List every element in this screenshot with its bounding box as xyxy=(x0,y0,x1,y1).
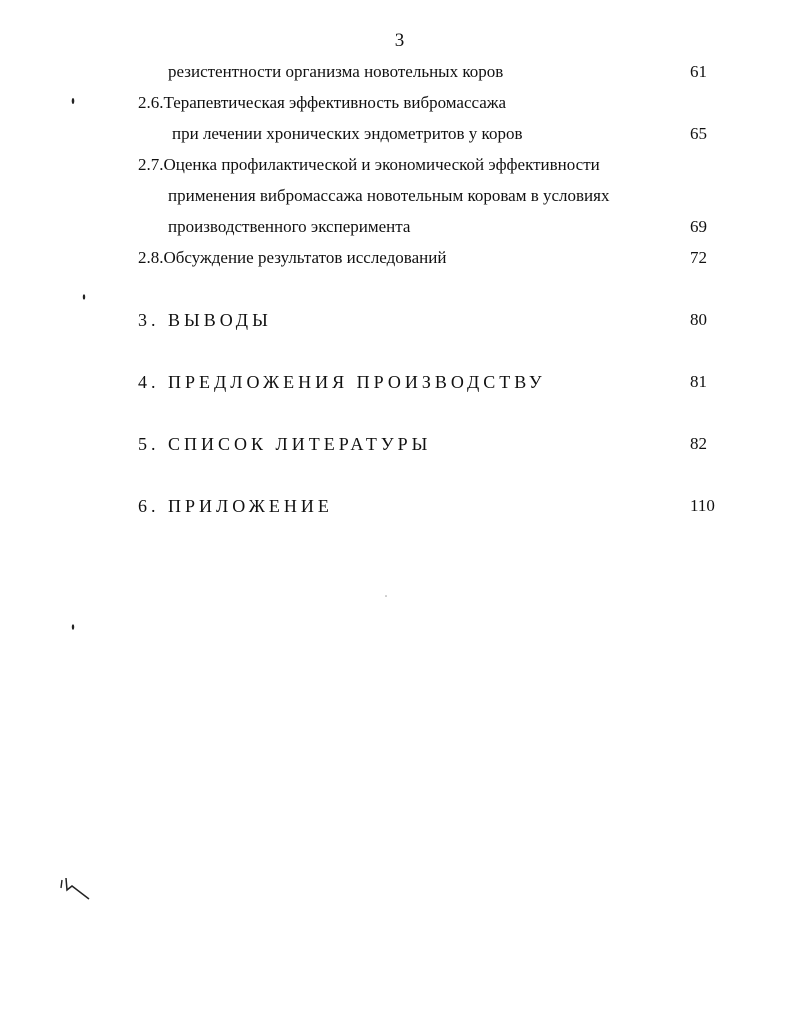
toc-entry-2-6-cont: при лечении хронических эндометритов у коров xyxy=(172,124,523,143)
toc-page-69: 69 xyxy=(690,217,707,236)
page-number: 3 xyxy=(394,30,405,51)
toc-page-72: 72 xyxy=(690,248,707,267)
toc-page-65: 65 xyxy=(690,124,707,143)
toc-page-81: 81 xyxy=(690,372,707,391)
toc-entry-2-7-cont1: применения вибромассажа новотельным коровам в условиях xyxy=(168,186,610,205)
toc-heading-appendix: 6. ПРИЛОЖЕНИЕ xyxy=(138,496,333,516)
toc-entry-2-8: 2.8.Обсуждение результатов исследований xyxy=(138,248,447,267)
toc-page-80: 80 xyxy=(690,310,707,329)
toc-heading-literature: 5. СПИСОК ЛИТЕРАТУРЫ xyxy=(138,434,432,454)
handwritten-scribble xyxy=(56,872,96,902)
scan-dot-mark xyxy=(384,594,388,598)
toc-entry-continuation: резистентности организма новотельных коров xyxy=(168,62,504,81)
toc-page-61: 61 xyxy=(690,62,707,81)
scan-dot-mark xyxy=(70,622,76,632)
toc-heading-proposals: 4. ПРЕДЛОЖЕНИЯ ПРОИЗВОДСТВУ xyxy=(138,372,546,392)
toc-page-110: 110 xyxy=(690,496,715,515)
toc-heading-conclusions: 3. ВЫВОДЫ xyxy=(138,310,272,330)
toc-page-82: 82 xyxy=(690,434,707,453)
toc-entry-2-6: 2.6.Терапевтическая эффективность вибромассажа xyxy=(138,93,507,112)
toc-entry-2-7-cont2: производственного эксперимента xyxy=(168,217,411,236)
toc-entry-2-7: 2.7.Оценка профилактической и экономической эффективности xyxy=(138,155,600,174)
scan-dot-mark xyxy=(70,96,76,106)
scan-dot-mark xyxy=(81,292,87,302)
